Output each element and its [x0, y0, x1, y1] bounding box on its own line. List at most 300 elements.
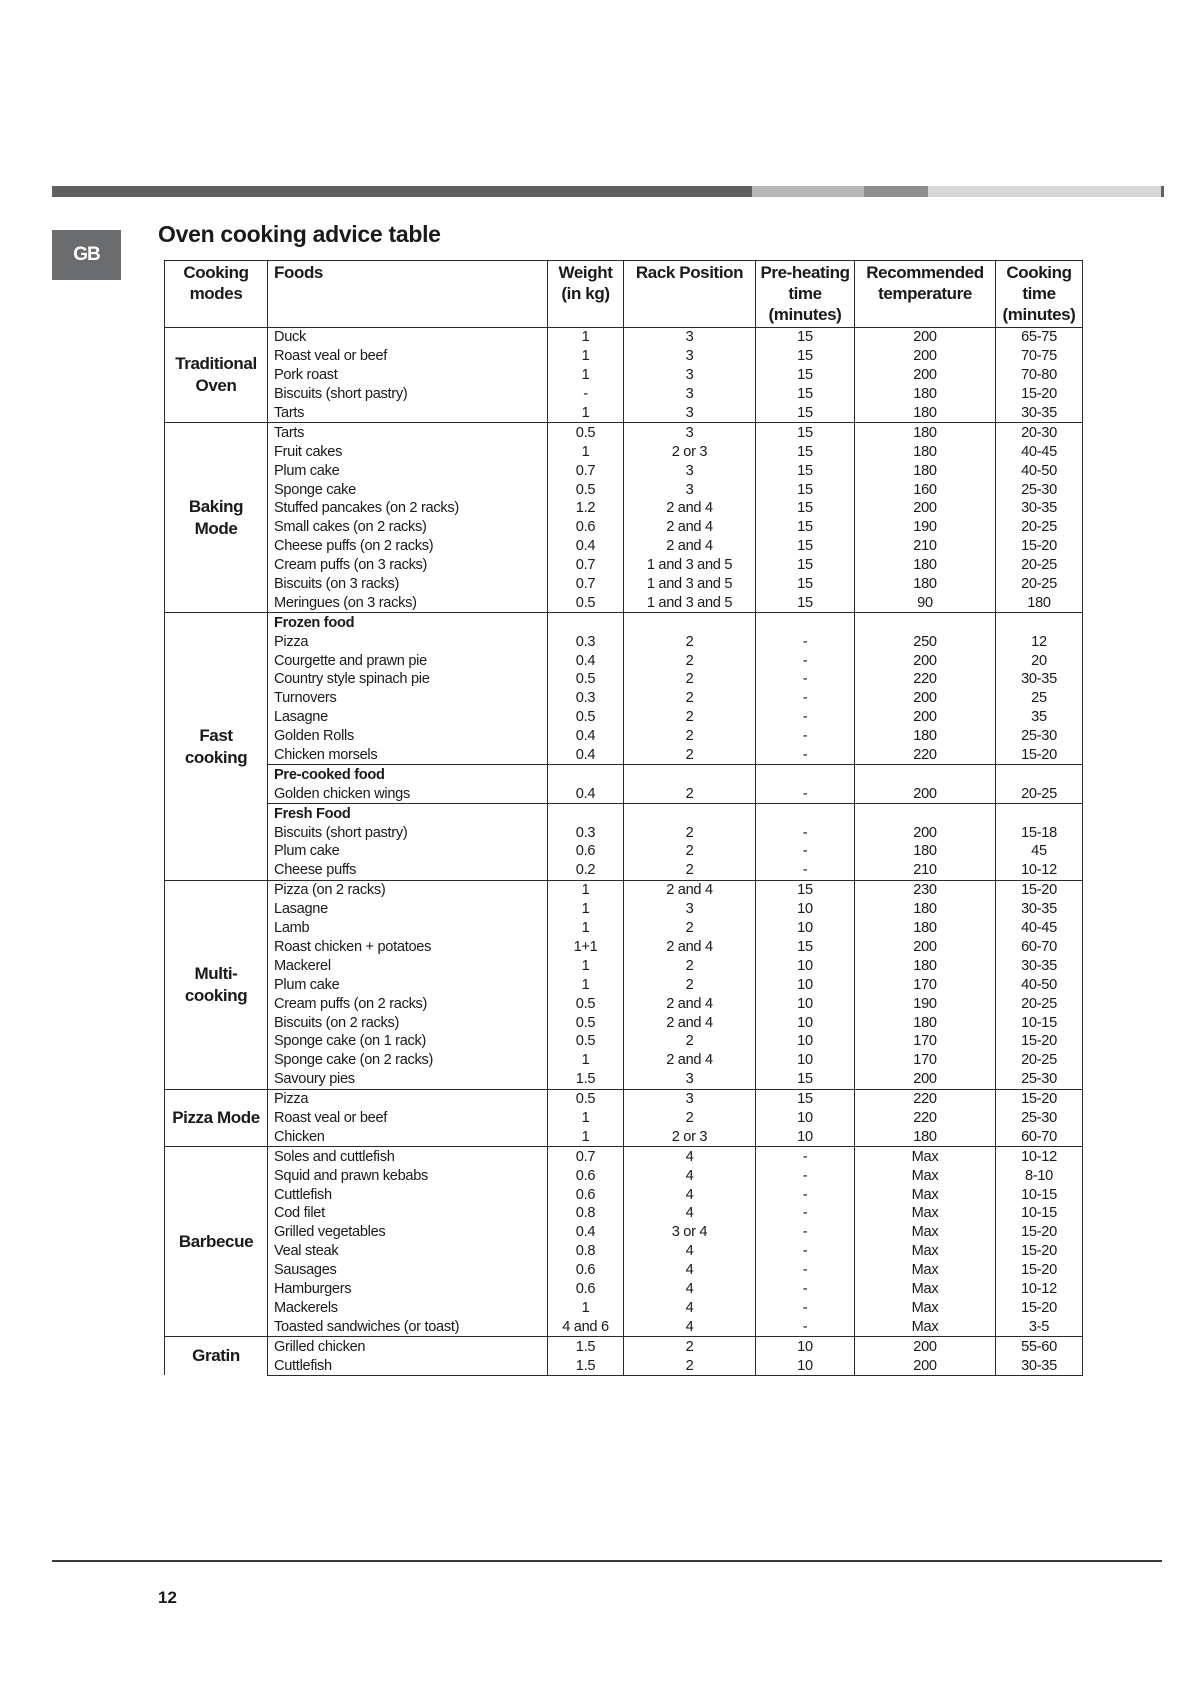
subsection-heading: Pre-cooked food: [268, 765, 548, 784]
food-cell: Tarts: [268, 404, 548, 423]
preheating-cell: -: [756, 1185, 855, 1204]
table-row: [165, 842, 1083, 861]
food-cell: Sponge cake (on 2 racks): [268, 1051, 548, 1070]
preheating-cell: -: [756, 746, 855, 765]
table-row: [165, 1185, 1083, 1204]
table-row: [165, 1070, 1083, 1089]
temperature-cell: 200: [855, 651, 996, 670]
cooking-time-cell: 10-15: [996, 1013, 1083, 1032]
subsection-row: [165, 804, 1083, 823]
temperature-cell: 180: [855, 919, 996, 938]
cooking-time-cell: 15-20: [996, 385, 1083, 404]
weight-cell: 1: [548, 347, 624, 366]
table-row: [165, 708, 1083, 727]
weight-cell: 1: [548, 900, 624, 919]
cooking-time-cell: 15-18: [996, 823, 1083, 842]
rack-position-cell: 1 and 3 and 5: [624, 556, 756, 575]
cooking-time-cell: 15-20: [996, 1261, 1083, 1280]
preheating-cell: -: [756, 842, 855, 861]
rack-position-cell: 2: [624, 1109, 756, 1128]
food-cell: Cream puffs (on 3 racks): [268, 556, 548, 575]
table-row: [165, 575, 1083, 594]
table-row: [165, 347, 1083, 366]
rack-position-cell: 3: [624, 423, 756, 442]
cooking-time-cell: 20-25: [996, 1051, 1083, 1070]
temperature-cell: 180: [855, 1127, 996, 1146]
temperature-cell: 180: [855, 956, 996, 975]
subsection-heading: Frozen food: [268, 613, 548, 632]
rack-position-cell: 2: [624, 842, 756, 861]
header-rack-position: Rack Position: [624, 261, 756, 328]
preheating-cell: 15: [756, 938, 855, 957]
cooking-time-cell: 45: [996, 842, 1083, 861]
rack-position-cell: 2: [624, 670, 756, 689]
preheating-cell: 10: [756, 1356, 855, 1375]
weight-cell: 1: [548, 880, 624, 899]
preheating-cell: 10: [756, 956, 855, 975]
food-cell: Cuttlefish: [268, 1356, 548, 1375]
table-row: [165, 919, 1083, 938]
cooking-time-cell: 25-30: [996, 1109, 1083, 1128]
rack-position-cell: 3: [624, 385, 756, 404]
rack-position-cell: 2 and 4: [624, 994, 756, 1013]
table-row: [165, 975, 1083, 994]
temperature-cell: 230: [855, 880, 996, 899]
temperature-cell: 180: [855, 461, 996, 480]
rack-position-cell: 3: [624, 328, 756, 347]
table-row: [165, 366, 1083, 385]
rack-position-cell: 1 and 3 and 5: [624, 575, 756, 594]
preheating-cell: 10: [756, 919, 855, 938]
rack-position-cell: 4: [624, 1147, 756, 1166]
subsection-row: [165, 613, 1083, 632]
food-cell: Grilled chicken: [268, 1337, 548, 1356]
food-cell: Pizza: [268, 632, 548, 651]
cooking-time-cell: 15-20: [996, 1242, 1083, 1261]
temperature-cell: 200: [855, 366, 996, 385]
preheating-cell: -: [756, 1204, 855, 1223]
temperature-cell: Max: [855, 1223, 996, 1242]
cooking-time-cell: 40-50: [996, 975, 1083, 994]
rack-position-cell: 2 and 4: [624, 499, 756, 518]
food-cell: Tarts: [268, 423, 548, 442]
temperature-cell: Max: [855, 1280, 996, 1299]
temperature-cell: 200: [855, 347, 996, 366]
empty-cell: [548, 613, 624, 632]
food-cell: Squid and prawn kebabs: [268, 1166, 548, 1185]
cooking-time-cell: 70-75: [996, 347, 1083, 366]
food-cell: Pizza: [268, 1089, 548, 1108]
rack-position-cell: 4: [624, 1298, 756, 1317]
cooking-time-cell: 180: [996, 593, 1083, 612]
food-cell: Pork roast: [268, 366, 548, 385]
preheating-cell: -: [756, 861, 855, 880]
cooking-time-cell: 30-35: [996, 499, 1083, 518]
table-row: [165, 1032, 1083, 1051]
rack-position-cell: 2: [624, 823, 756, 842]
table-row: [165, 1166, 1083, 1185]
table-row: [165, 461, 1083, 480]
weight-cell: 0.4: [548, 727, 624, 746]
food-cell: Plum cake: [268, 461, 548, 480]
temperature-cell: 200: [855, 689, 996, 708]
bar-segment: [752, 186, 864, 197]
preheating-cell: 10: [756, 1051, 855, 1070]
weight-cell: 0.3: [548, 823, 624, 842]
language-badge: GB: [52, 230, 121, 280]
weight-cell: 0.5: [548, 423, 624, 442]
rack-position-cell: 2 and 4: [624, 1013, 756, 1032]
weight-cell: 0.4: [548, 746, 624, 765]
preheating-cell: -: [756, 651, 855, 670]
food-cell: Mackerel: [268, 956, 548, 975]
header-cooking-modes: Cooking modes: [165, 261, 268, 328]
cooking-time-cell: 10-12: [996, 1280, 1083, 1299]
rack-position-cell: 4: [624, 1204, 756, 1223]
table-row: [165, 861, 1083, 880]
weight-cell: 0.8: [548, 1242, 624, 1261]
food-cell: Sponge cake (on 1 rack): [268, 1032, 548, 1051]
temperature-cell: Max: [855, 1298, 996, 1317]
temperature-cell: 170: [855, 975, 996, 994]
temperature-cell: 200: [855, 784, 996, 803]
temperature-cell: Max: [855, 1261, 996, 1280]
cooking-time-cell: 20-30: [996, 423, 1083, 442]
temperature-cell: 220: [855, 1109, 996, 1128]
rack-position-cell: 1 and 3 and 5: [624, 593, 756, 612]
table-row: [165, 1356, 1083, 1375]
cooking-time-cell: 15-20: [996, 1089, 1083, 1108]
preheating-cell: 10: [756, 1337, 855, 1356]
cooking-time-cell: 25-30: [996, 480, 1083, 499]
preheating-cell: 15: [756, 461, 855, 480]
empty-cell: [855, 765, 996, 784]
weight-cell: 0.6: [548, 1280, 624, 1299]
bar-segment: [864, 186, 928, 197]
cooking-time-cell: 30-35: [996, 956, 1083, 975]
table-row: [165, 1280, 1083, 1299]
bar-segment: [928, 186, 1162, 197]
preheating-cell: 15: [756, 556, 855, 575]
cooking-time-cell: 15-20: [996, 537, 1083, 556]
food-cell: Biscuits (on 3 racks): [268, 575, 548, 594]
rack-position-cell: 2 and 4: [624, 880, 756, 899]
rack-position-cell: 3: [624, 1089, 756, 1108]
table-row: [165, 689, 1083, 708]
weight-cell: 0.4: [548, 784, 624, 803]
rack-position-cell: 2 and 4: [624, 938, 756, 957]
temperature-cell: 220: [855, 746, 996, 765]
empty-cell: [756, 765, 855, 784]
rack-position-cell: 3: [624, 347, 756, 366]
page-number: 12: [158, 1588, 177, 1607]
food-cell: Meringues (on 3 racks): [268, 593, 548, 612]
temperature-cell: 180: [855, 556, 996, 575]
cooking-mode-cell: Traditional Oven: [165, 328, 268, 423]
rack-position-cell: 3: [624, 480, 756, 499]
weight-cell: 0.6: [548, 518, 624, 537]
temperature-cell: 160: [855, 480, 996, 499]
cooking-mode-cell: Gratin: [165, 1337, 268, 1376]
cooking-time-cell: 15-20: [996, 746, 1083, 765]
weight-cell: 0.7: [548, 461, 624, 480]
food-cell: Pizza (on 2 racks): [268, 880, 548, 899]
rack-position-cell: 2: [624, 746, 756, 765]
preheating-cell: 15: [756, 366, 855, 385]
cooking-time-cell: 12: [996, 632, 1083, 651]
preheating-cell: -: [756, 1317, 855, 1336]
table-row: [165, 1204, 1083, 1223]
weight-cell: 1: [548, 366, 624, 385]
food-cell: Golden chicken wings: [268, 784, 548, 803]
rack-position-cell: 2: [624, 1032, 756, 1051]
food-cell: Grilled vegetables: [268, 1223, 548, 1242]
rack-position-cell: 2: [624, 689, 756, 708]
bar-segment: [52, 186, 752, 197]
temperature-cell: 220: [855, 670, 996, 689]
weight-cell: 0.6: [548, 1166, 624, 1185]
rack-position-cell: 2: [624, 708, 756, 727]
cooking-time-cell: 20: [996, 651, 1083, 670]
rack-position-cell: 3: [624, 900, 756, 919]
cooking-time-cell: 20-25: [996, 518, 1083, 537]
table-row: [165, 900, 1083, 919]
table-row: [165, 1242, 1083, 1261]
food-cell: Cod filet: [268, 1204, 548, 1223]
food-cell: Veal steak: [268, 1242, 548, 1261]
preheating-cell: -: [756, 670, 855, 689]
food-cell: Cuttlefish: [268, 1185, 548, 1204]
temperature-cell: 190: [855, 994, 996, 1013]
cooking-time-cell: 10-12: [996, 1147, 1083, 1166]
table-row: [165, 784, 1083, 803]
temperature-cell: Max: [855, 1317, 996, 1336]
preheating-cell: 15: [756, 347, 855, 366]
temperature-cell: 200: [855, 938, 996, 957]
weight-cell: 0.2: [548, 861, 624, 880]
weight-cell: 1.2: [548, 499, 624, 518]
weight-cell: 0.5: [548, 480, 624, 499]
weight-cell: 1: [548, 1127, 624, 1146]
food-cell: Sausages: [268, 1261, 548, 1280]
rack-position-cell: 4: [624, 1166, 756, 1185]
empty-cell: [756, 804, 855, 823]
cooking-time-cell: 15-20: [996, 1032, 1083, 1051]
temperature-cell: Max: [855, 1204, 996, 1223]
empty-cell: [548, 765, 624, 784]
table-row: [165, 1147, 1083, 1166]
preheating-cell: 15: [756, 575, 855, 594]
temperature-cell: 170: [855, 1051, 996, 1070]
food-cell: Small cakes (on 2 racks): [268, 518, 548, 537]
weight-cell: 0.6: [548, 1261, 624, 1280]
page-title: Oven cooking advice table: [158, 221, 441, 247]
table-row: [165, 593, 1083, 612]
weight-cell: 0.3: [548, 632, 624, 651]
rack-position-cell: 2: [624, 975, 756, 994]
oven-cooking-advice-table: [164, 260, 1083, 1376]
cooking-time-cell: 3-5: [996, 1317, 1083, 1336]
cooking-time-cell: 40-45: [996, 919, 1083, 938]
preheating-cell: -: [756, 632, 855, 651]
cooking-time-cell: 8-10: [996, 1166, 1083, 1185]
food-cell: Biscuits (on 2 racks): [268, 1013, 548, 1032]
empty-cell: [624, 613, 756, 632]
rack-position-cell: 2 and 4: [624, 518, 756, 537]
table-row: [165, 1013, 1083, 1032]
temperature-cell: 250: [855, 632, 996, 651]
rack-position-cell: 2: [624, 919, 756, 938]
weight-cell: -: [548, 385, 624, 404]
preheating-cell: 10: [756, 1127, 855, 1146]
preheating-cell: 15: [756, 1089, 855, 1108]
rack-position-cell: 3: [624, 404, 756, 423]
temperature-cell: Max: [855, 1185, 996, 1204]
temperature-cell: 200: [855, 708, 996, 727]
table-row: [165, 423, 1083, 442]
weight-cell: 1: [548, 919, 624, 938]
table-row: [165, 746, 1083, 765]
empty-cell: [756, 613, 855, 632]
preheating-cell: 15: [756, 328, 855, 347]
cooking-time-cell: 70-80: [996, 366, 1083, 385]
weight-cell: 1: [548, 404, 624, 423]
rack-position-cell: 2: [624, 1337, 756, 1356]
temperature-cell: 200: [855, 1356, 996, 1375]
table-row: [165, 404, 1083, 423]
weight-cell: 0.4: [548, 537, 624, 556]
food-cell: Golden Rolls: [268, 727, 548, 746]
food-cell: Soles and cuttlefish: [268, 1147, 548, 1166]
weight-cell: 0.5: [548, 670, 624, 689]
temperature-cell: 180: [855, 1013, 996, 1032]
preheating-cell: -: [756, 1166, 855, 1185]
rack-position-cell: 4: [624, 1317, 756, 1336]
preheating-cell: -: [756, 823, 855, 842]
preheating-cell: 10: [756, 975, 855, 994]
cooking-time-cell: 10-15: [996, 1204, 1083, 1223]
cooking-time-cell: 40-50: [996, 461, 1083, 480]
weight-cell: 0.4: [548, 651, 624, 670]
cooking-time-cell: 20-25: [996, 575, 1083, 594]
food-cell: Toasted sandwiches (or toast): [268, 1317, 548, 1336]
cooking-time-cell: 20-25: [996, 784, 1083, 803]
table-row: [165, 651, 1083, 670]
weight-cell: 0.7: [548, 556, 624, 575]
rack-position-cell: 2: [624, 727, 756, 746]
temperature-cell: 190: [855, 518, 996, 537]
rack-position-cell: 3: [624, 461, 756, 480]
empty-cell: [855, 804, 996, 823]
food-cell: Lamb: [268, 919, 548, 938]
cooking-mode-cell: Barbecue: [165, 1147, 268, 1337]
preheating-cell: -: [756, 1242, 855, 1261]
weight-cell: 0.7: [548, 575, 624, 594]
preheating-cell: -: [756, 784, 855, 803]
food-cell: Plum cake: [268, 975, 548, 994]
rack-position-cell: 3 or 4: [624, 1223, 756, 1242]
preheating-cell: 10: [756, 1032, 855, 1051]
weight-cell: 1: [548, 328, 624, 347]
cooking-mode-cell: Baking Mode: [165, 423, 268, 613]
table-row: [165, 1109, 1083, 1128]
weight-cell: 1: [548, 442, 624, 461]
weight-cell: 1: [548, 956, 624, 975]
temperature-cell: 180: [855, 423, 996, 442]
temperature-cell: 210: [855, 537, 996, 556]
rack-position-cell: 2: [624, 632, 756, 651]
rack-position-cell: 4: [624, 1242, 756, 1261]
preheating-cell: -: [756, 1147, 855, 1166]
cooking-time-cell: 20-25: [996, 994, 1083, 1013]
rack-position-cell: 4: [624, 1261, 756, 1280]
weight-cell: 1: [548, 1298, 624, 1317]
rack-position-cell: 2: [624, 956, 756, 975]
temperature-cell: 180: [855, 727, 996, 746]
table-row: [165, 938, 1083, 957]
weight-cell: 0.5: [548, 1013, 624, 1032]
food-cell: Roast veal or beef: [268, 347, 548, 366]
cooking-time-cell: 10-12: [996, 861, 1083, 880]
cooking-time-cell: 25-30: [996, 727, 1083, 746]
rack-position-cell: 4: [624, 1280, 756, 1299]
rack-position-cell: 2: [624, 784, 756, 803]
temperature-cell: 220: [855, 1089, 996, 1108]
preheating-cell: -: [756, 727, 855, 746]
food-cell: Roast veal or beef: [268, 1109, 548, 1128]
temperature-cell: 180: [855, 404, 996, 423]
temperature-cell: 200: [855, 499, 996, 518]
cooking-time-cell: 15-20: [996, 880, 1083, 899]
food-cell: Country style spinach pie: [268, 670, 548, 689]
rack-position-cell: 2 or 3: [624, 442, 756, 461]
cooking-time-cell: 15-20: [996, 1298, 1083, 1317]
temperature-cell: 200: [855, 328, 996, 347]
food-cell: Hamburgers: [268, 1280, 548, 1299]
weight-cell: 0.5: [548, 1089, 624, 1108]
cooking-mode-cell: Multi-cooking: [165, 880, 268, 1089]
preheating-cell: 10: [756, 1109, 855, 1128]
rack-position-cell: 2: [624, 651, 756, 670]
cooking-time-cell: 20-25: [996, 556, 1083, 575]
food-cell: Savoury pies: [268, 1070, 548, 1089]
table-row: [165, 1223, 1083, 1242]
empty-cell: [996, 613, 1083, 632]
table-row: [165, 727, 1083, 746]
table-row: [165, 1317, 1083, 1336]
food-cell: Roast chicken + potatoes: [268, 938, 548, 957]
weight-cell: 0.5: [548, 1032, 624, 1051]
weight-cell: 0.3: [548, 689, 624, 708]
rack-position-cell: 2: [624, 1356, 756, 1375]
empty-cell: [855, 613, 996, 632]
weight-cell: 1+1: [548, 938, 624, 957]
table-row: [165, 480, 1083, 499]
food-cell: Biscuits (short pastry): [268, 823, 548, 842]
cooking-time-cell: 30-35: [996, 1356, 1083, 1375]
header-decorative-bar: [52, 186, 1162, 197]
preheating-cell: -: [756, 1280, 855, 1299]
food-cell: Plum cake: [268, 842, 548, 861]
weight-cell: 0.6: [548, 1185, 624, 1204]
temperature-cell: 180: [855, 575, 996, 594]
table-row: [165, 1337, 1083, 1356]
cooking-time-cell: 30-35: [996, 404, 1083, 423]
food-cell: Turnovers: [268, 689, 548, 708]
footer-rule: [52, 1560, 1162, 1562]
temperature-cell: 180: [855, 842, 996, 861]
preheating-cell: 15: [756, 423, 855, 442]
